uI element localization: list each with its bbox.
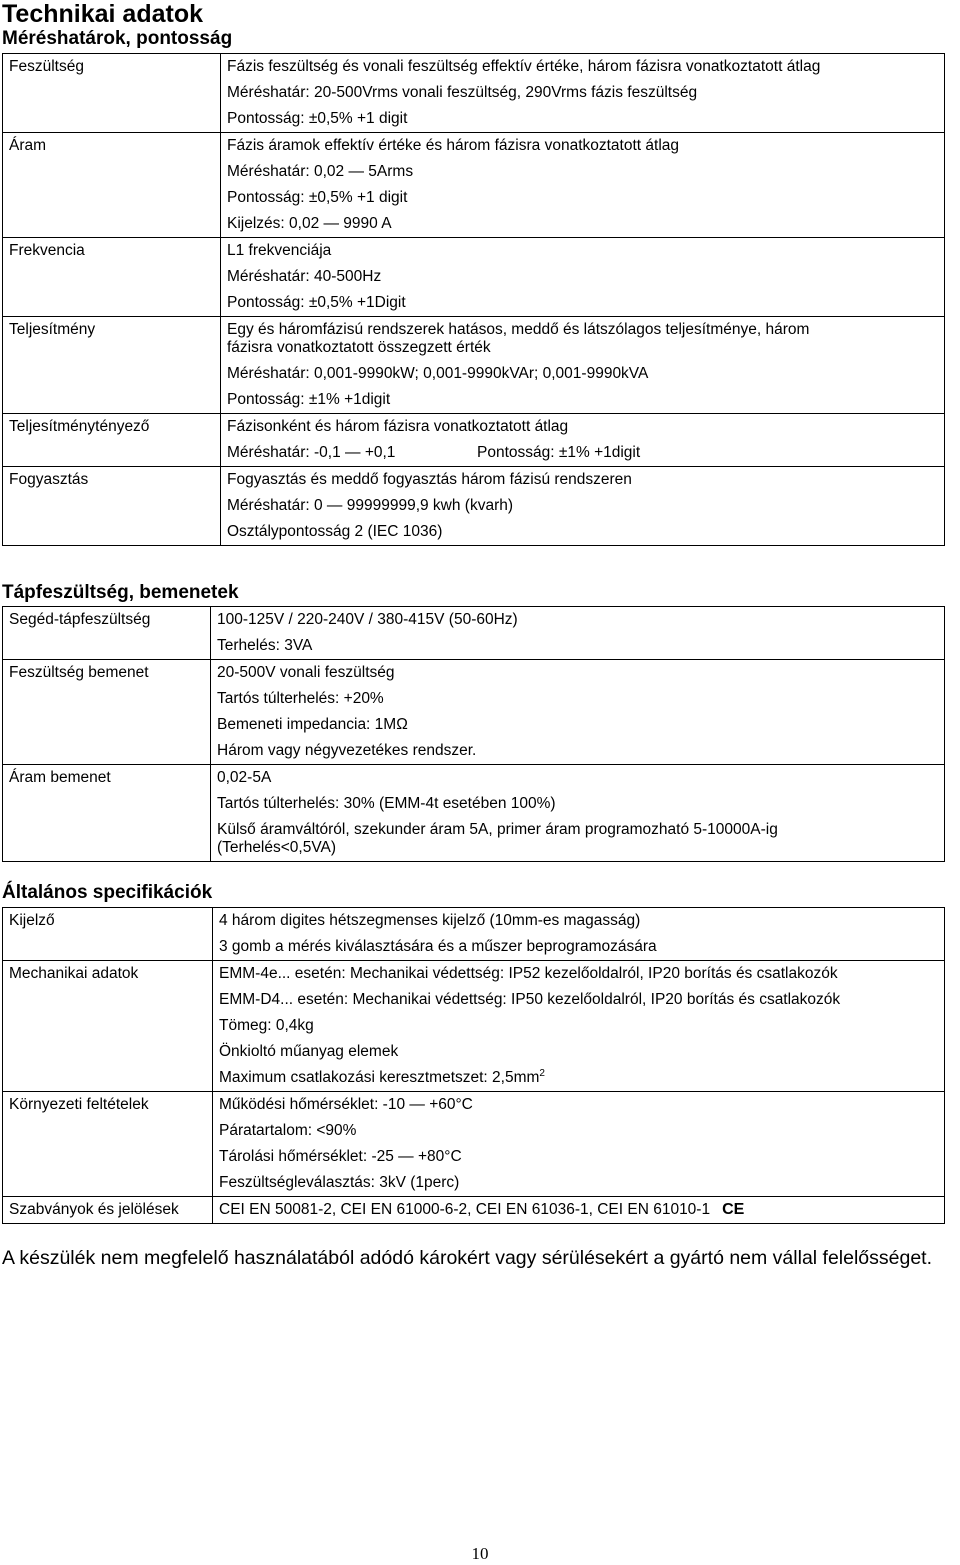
row-label: Fogyasztás <box>3 467 221 546</box>
value-line: Terhelés: 3VA <box>217 637 313 654</box>
section-title-measurement: Méréshatárok, pontosság <box>2 28 233 49</box>
value-line: Méréshatár: 0 — 99999999,9 kwh (kvarh) <box>227 497 514 514</box>
value-line: Tartós túlterhelés: 30% (EMM-4t esetében 100%) <box>217 795 556 812</box>
value-line: Osztálypontosság 2 (IEC 1036) <box>227 523 443 540</box>
value-line: Méréshatár: 0,001-9990kW; 0,001-9990kVAr; 0,001-9990kVA <box>227 365 649 382</box>
row-label: Környezeti feltételek <box>3 1092 213 1197</box>
value-line: Fogyasztás és meddő fogyasztás három fázisú rendszeren <box>227 471 632 488</box>
row-values <box>213 1197 945 1224</box>
value-line: Feszültségleválasztás: 3kV (1perc) <box>219 1174 460 1191</box>
row-label: Segéd-tápfeszültség <box>3 607 211 660</box>
table-row <box>3 467 945 546</box>
value-line: Fázis feszültség és vonali feszültség effektív értéke, három fázisra vonatkoztatott átlag <box>227 58 821 75</box>
value-line: Bemeneti impedancia: 1MΩ <box>217 716 408 733</box>
value-line: CEI EN 50081-2, CEI EN 61000-6-2, CEI EN 61036-1, CEI EN 61010-1 <box>219 1201 711 1218</box>
value-line: Tömeg: 0,4kg <box>219 1017 314 1034</box>
value-line: EMM-D4... esetén: Mechanikai védettség: IP50 kezelőoldalról, IP20 borítás és csatlakozók <box>219 991 841 1008</box>
row-values <box>211 607 945 660</box>
row-values <box>221 467 945 546</box>
value-line-standards <box>219 1201 938 1219</box>
row-label: Feszültség bemenet <box>3 660 211 765</box>
table-row <box>3 765 945 862</box>
row-values <box>211 660 945 765</box>
row-values <box>213 1092 945 1197</box>
row-label: Feszültség <box>3 54 221 133</box>
row-label: Teljesítménytényező <box>3 414 221 467</box>
table-row <box>3 317 945 414</box>
value-line: Méréshatár: 0,02 — 5Arms <box>227 163 414 180</box>
value-line: Pontosság: ±0,5% +1 digit <box>227 189 408 206</box>
row-values <box>213 961 945 1092</box>
row-label: Teljesítmény <box>3 317 221 414</box>
page-title: Technikai adatok <box>2 0 203 28</box>
page-number: 10 <box>471 1544 489 1563</box>
row-label: Áram <box>3 133 221 238</box>
value-line: Pontosság: ±1% +1digit <box>227 391 391 408</box>
disclaimer-text: A készülék nem megfelelő használatából adódó károkért vagy sérülésekért a gyártó nem vállal felelősséget. <box>2 1247 933 1269</box>
table-row <box>3 238 945 317</box>
table-row <box>3 607 945 660</box>
value-line: L1 frekvenciája <box>227 242 332 259</box>
row-label: Mechanikai adatok <box>3 961 213 1092</box>
row-values <box>221 238 945 317</box>
value-line: 0,02-5A <box>217 769 272 786</box>
table-row <box>3 54 945 133</box>
row-values <box>211 765 945 862</box>
table-row <box>3 660 945 765</box>
table-row <box>3 908 945 961</box>
table-row <box>3 961 945 1092</box>
value-line: Fázisonként és három fázisra vonatkoztatott átlag <box>227 418 569 435</box>
value-line: 3 gomb a mérés kiválasztására és a műszer beprogramozására <box>219 938 657 955</box>
value-line: Kijelzés: 0,02 — 9990 A <box>227 215 392 232</box>
table-row <box>3 414 945 467</box>
value-line: Tartós túlterhelés: +20% <box>217 690 384 707</box>
value-line: Méréshatár: -0,1 — +0,1 <box>227 444 396 461</box>
value-line: fázisra vonatkoztatott összegzett érték <box>227 339 491 356</box>
section-title-power: Tápfeszültség, bemenetek <box>2 582 239 603</box>
power-table <box>2 606 945 862</box>
value-line: Tárolási hőmérséklet: -25 — +80°C <box>219 1148 462 1165</box>
value-line: EMM-4e... esetén: Mechanikai védettség: IP52 kezelőoldalról, IP20 borítás és csatlakozók <box>219 965 838 982</box>
table-row <box>3 1092 945 1197</box>
row-label: Szabványok és jelölések <box>3 1197 213 1224</box>
section-title-general: Általános specifikációk <box>2 882 213 903</box>
row-label: Frekvencia <box>3 238 221 317</box>
table-row <box>3 133 945 238</box>
ce-mark: CE <box>722 1201 745 1218</box>
value-line: Három vagy négyvezetékes rendszer. <box>217 742 477 759</box>
value-line: Pontosság: ±0,5% +1 digit <box>227 110 408 127</box>
row-label: Kijelző <box>3 908 213 961</box>
value-line: Fázis áramok effektív értéke és három fázisra vonatkoztatott átlag <box>227 137 680 154</box>
value-line: (Terhelés<0,5VA) <box>217 839 337 856</box>
value-line: Működési hőmérséklet: -10 — +60°C <box>219 1096 473 1113</box>
value-line: Páratartalom: <90% <box>219 1122 357 1139</box>
table-row <box>3 1197 945 1224</box>
value-line: Pontosság: ±0,5% +1Digit <box>227 294 406 311</box>
value-line: Méréshatár: 40-500Hz <box>227 268 382 285</box>
general-table <box>2 907 945 1224</box>
superscript: 2 <box>539 1067 545 1079</box>
value-line: 100-125V / 220-240V / 380-415V (50-60Hz) <box>217 611 518 628</box>
value-line-pair <box>227 444 938 462</box>
row-values <box>221 54 945 133</box>
value-line: Méréshatár: 20-500Vrms vonali feszültség, 290Vrms fázis feszültség <box>227 84 698 101</box>
value-line: Egy és háromfázisú rendszerek hatásos, meddő és látszólagos teljesítménye, három <box>227 321 810 338</box>
value-line: Külső áramváltóról, szekunder áram 5A, primer áram programozható 5-10000A-ig <box>217 821 778 838</box>
value-line: 4 három digites hétszegmenses kijelző (10mm-es magasság) <box>219 912 641 929</box>
value-line: Maximum csatlakozási keresztmetszet: 2,5mm <box>219 1069 540 1086</box>
row-label: Áram bemenet <box>3 765 211 862</box>
value-line: Pontosság: ±1% +1digit <box>477 444 641 461</box>
value-line: Önkioltó műanyag elemek <box>219 1043 399 1060</box>
value-line-superscript <box>219 1069 938 1087</box>
row-values <box>221 133 945 238</box>
measurement-table <box>2 53 945 546</box>
row-values <box>221 414 945 467</box>
row-values <box>213 908 945 961</box>
value-line: 20-500V vonali feszültség <box>217 664 395 681</box>
row-values <box>221 317 945 414</box>
